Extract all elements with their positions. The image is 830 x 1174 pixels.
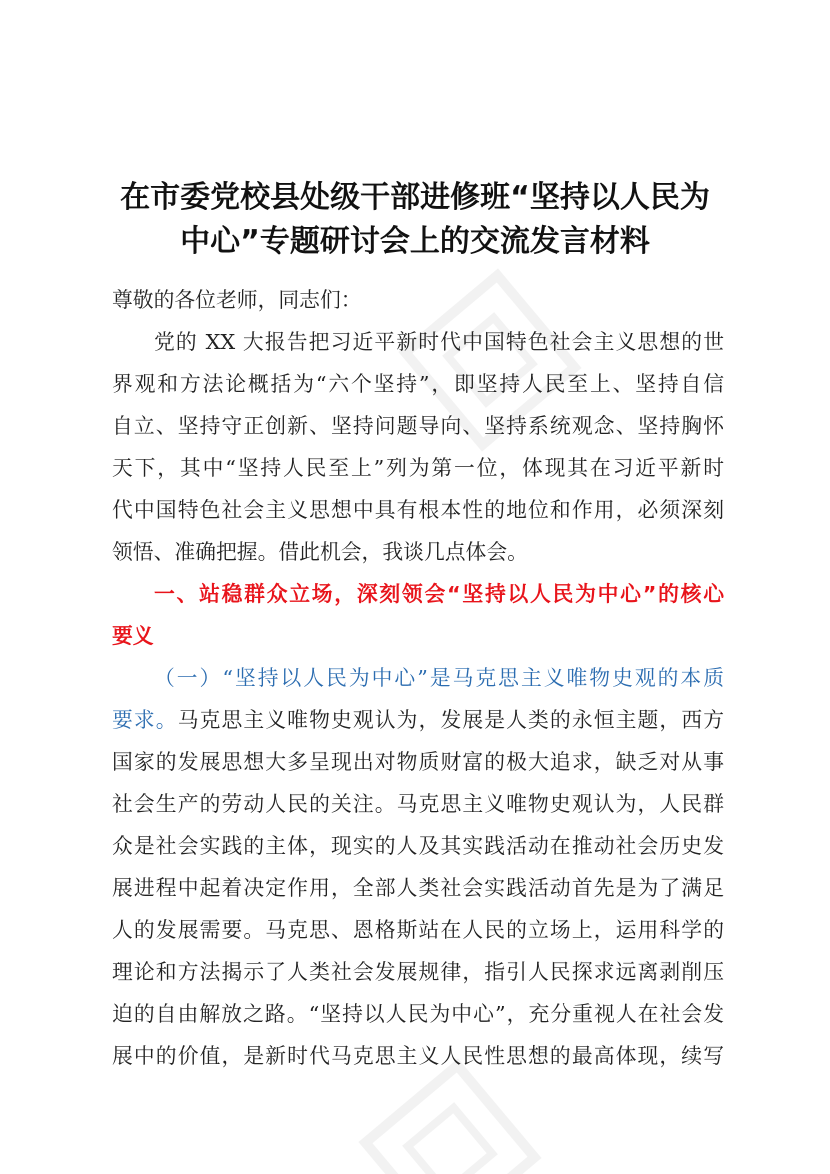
body-line: 众是社会实践的主体，现实的人及其实践活动在推动社会历史发 — [112, 834, 724, 858]
body-line: 社会生产的劳动人民的关注。马克思主义唯物史观认为，人民群 — [112, 792, 724, 816]
intro-line: 党的 XX 大报告把习近平新时代中国特色社会主义思想的世 — [154, 330, 724, 354]
body-text: 马克思主义唯物史观认为，发展是人类的永恒主题，西方 — [177, 708, 725, 732]
body-line: 展进程中起着决定作用，全部人类社会实践活动首先是为了满足 — [112, 876, 724, 900]
body-line: 国家的发展思想大多呈现出对物质财富的极大追求，缺乏对从事 — [112, 750, 724, 774]
intro-line: 代中国特色社会主义思想中具有根本性的地位和作用，必须深刻 — [112, 498, 724, 522]
body-line: 人的发展需要。马克思、恩格斯站在人民的立场上，运用科学的 — [112, 918, 724, 942]
intro-line: 自立、坚持守正创新、坚持问题导向、坚持系统观念、坚持胸怀 — [112, 414, 724, 438]
section-heading-1-continued: 要义 — [112, 624, 154, 648]
section-heading-1: 一、站稳群众立场，深刻领会“坚持以人民为中心”的核心 — [154, 582, 724, 606]
intro-line: 天下，其中“坚持人民至上”列为第一位，体现其在习近平新时 — [112, 456, 724, 480]
subsection-heading-1: （一）“坚持以人民为中心”是马克思主义唯物史观的本质 — [154, 666, 724, 690]
document-title-line-1: 在市委党校县处级干部进修班“坚持以人民为 — [120, 180, 710, 215]
salutation: 尊敬的各位老师，同志们： — [112, 288, 362, 312]
body-line: 展中的价值，是新时代马克思主义人民性思想的最高体现，续写 — [112, 1044, 724, 1068]
body-line: 迫的自由解放之路。“坚持以人民为中心”，充分重视人在社会发 — [112, 1002, 724, 1026]
document-title-line-2: 中心”专题研讨会上的交流发言材料 — [180, 224, 650, 259]
body-line: 理论和方法揭示了人类社会发展规律，指引人民探求远离剥削压 — [112, 960, 724, 984]
subsection-line — [112, 705, 724, 735]
intro-line: 领悟、准确把握。借此机会，我谈几点体会。 — [112, 540, 528, 564]
subsection-heading-1-end: 要求。 — [112, 708, 178, 732]
intro-line: 界观和方法论概括为“六个坚持”，即坚持人民至上、坚持自信 — [112, 372, 724, 396]
